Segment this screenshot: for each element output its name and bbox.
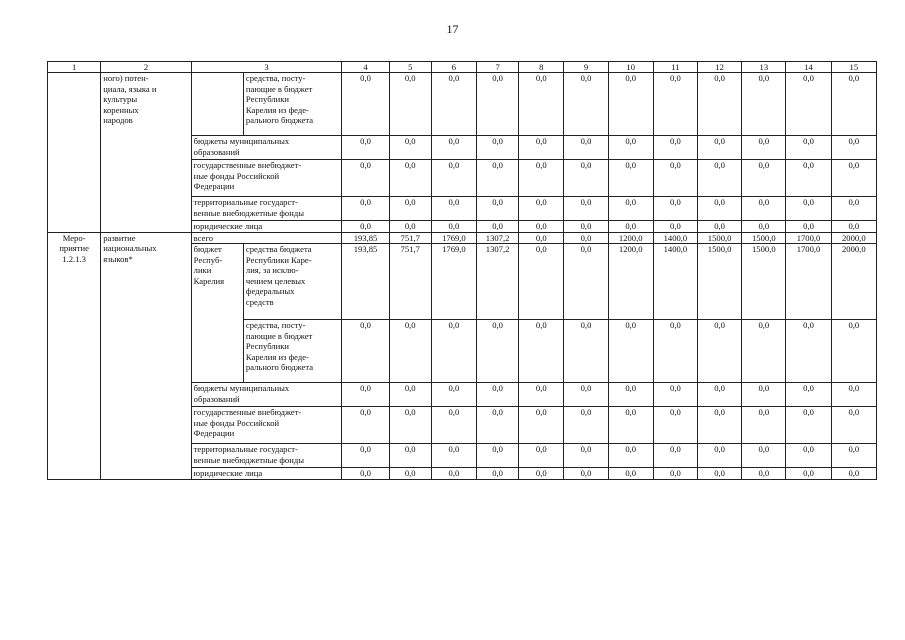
value-cell: 0,0 bbox=[742, 407, 786, 444]
value-cell: 0,0 bbox=[431, 221, 476, 233]
value-cell: 0,0 bbox=[653, 468, 697, 480]
value-cell: 0,0 bbox=[519, 136, 564, 160]
value-cell: 0,0 bbox=[608, 444, 653, 468]
funding-source-label: средства, посту- пающие в бюджет Республики Карелия из феде- рального бюджета bbox=[243, 73, 341, 136]
value-cell: 0,0 bbox=[389, 468, 431, 480]
funding-source-label: государственные внебюджет- ные фонды Российской Федерации bbox=[191, 407, 342, 444]
value-cell: 0,0 bbox=[389, 320, 431, 383]
value-cell: 0,0 bbox=[477, 383, 519, 407]
value-cell: 0,0 bbox=[431, 468, 476, 480]
value-cell: 0,0 bbox=[653, 136, 697, 160]
value-cell: 0,0 bbox=[342, 407, 389, 444]
value-cell: 0,0 bbox=[519, 244, 564, 320]
funding-source-label: средства бюджета Республики Каре- лия, за исклю- чением целевых федеральных средств bbox=[243, 244, 341, 320]
value-cell: 0,0 bbox=[342, 320, 389, 383]
budget-table-body bbox=[48, 62, 877, 480]
value-cell: 0,0 bbox=[786, 444, 831, 468]
value-cell: 0,0 bbox=[342, 468, 389, 480]
value-cell: 0,0 bbox=[786, 468, 831, 480]
value-cell: 0,0 bbox=[831, 160, 876, 197]
value-cell: 2000,0 bbox=[831, 244, 876, 320]
value-cell: 0,0 bbox=[698, 468, 742, 480]
value-cell: 0,0 bbox=[564, 444, 608, 468]
funding-source-label: бюджеты муниципальных образований bbox=[191, 383, 342, 407]
value-cell: 1500,0 bbox=[698, 244, 742, 320]
value-cell: 0,0 bbox=[342, 136, 389, 160]
value-cell: 0,0 bbox=[519, 232, 564, 244]
value-cell: 0,0 bbox=[519, 320, 564, 383]
value-cell: 1500,0 bbox=[742, 244, 786, 320]
value-cell: 0,0 bbox=[342, 221, 389, 233]
value-cell: 0,0 bbox=[608, 407, 653, 444]
value-cell: 1400,0 bbox=[653, 244, 697, 320]
column-number-row bbox=[48, 62, 877, 73]
value-cell: 0,0 bbox=[564, 232, 608, 244]
value-cell: 751,7 bbox=[389, 244, 431, 320]
value-cell: 0,0 bbox=[608, 136, 653, 160]
header-cell: 12 bbox=[698, 62, 742, 73]
funding-source-label: средства, посту- пающие в бюджет Республики Карелия из феде- рального бюджета bbox=[243, 320, 341, 383]
value-cell: 0,0 bbox=[477, 468, 519, 480]
value-cell: 2000,0 bbox=[831, 232, 876, 244]
value-cell: 0,0 bbox=[608, 160, 653, 197]
funding-source-label: территориальные государст- венные внебюджетные фонды bbox=[191, 444, 342, 468]
value-cell: 0,0 bbox=[431, 444, 476, 468]
budget-table bbox=[47, 61, 877, 480]
header-cell: 14 bbox=[786, 62, 831, 73]
funding-source-label: государственные внебюджет- ные фонды Российской Федерации bbox=[191, 160, 342, 197]
value-cell: 0,0 bbox=[831, 221, 876, 233]
value-cell: 0,0 bbox=[431, 136, 476, 160]
value-cell: 1500,0 bbox=[698, 232, 742, 244]
value-cell: 0,0 bbox=[786, 320, 831, 383]
value-cell: 0,0 bbox=[389, 407, 431, 444]
value-cell: 0,0 bbox=[564, 73, 608, 136]
value-cell: 0,0 bbox=[831, 383, 876, 407]
value-cell: 0,0 bbox=[653, 221, 697, 233]
value-cell: 1400,0 bbox=[653, 232, 697, 244]
value-cell: 0,0 bbox=[519, 407, 564, 444]
value-cell: 0,0 bbox=[342, 73, 389, 136]
budget-group-cell bbox=[191, 73, 243, 136]
value-cell: 0,0 bbox=[786, 73, 831, 136]
activity-name-cell: ного) потен- циала, языка и культуры коренных народов bbox=[101, 73, 191, 233]
page-number: 17 bbox=[446, 22, 459, 36]
value-cell: 0,0 bbox=[698, 221, 742, 233]
value-cell: 0,0 bbox=[342, 444, 389, 468]
value-cell: 0,0 bbox=[389, 383, 431, 407]
value-cell: 0,0 bbox=[477, 320, 519, 383]
value-cell: 0,0 bbox=[608, 221, 653, 233]
value-cell: 0,0 bbox=[831, 136, 876, 160]
value-cell: 0,0 bbox=[519, 197, 564, 221]
value-cell: 0,0 bbox=[653, 197, 697, 221]
value-cell: 0,0 bbox=[519, 468, 564, 480]
header-cell: 6 bbox=[431, 62, 476, 73]
value-cell: 0,0 bbox=[698, 444, 742, 468]
value-cell: 0,0 bbox=[519, 383, 564, 407]
value-cell: 751,7 bbox=[389, 232, 431, 244]
value-cell: 193,85 bbox=[342, 232, 389, 244]
value-cell: 0,0 bbox=[831, 468, 876, 480]
value-cell: 0,0 bbox=[431, 320, 476, 383]
value-cell: 0,0 bbox=[653, 320, 697, 383]
value-cell: 0,0 bbox=[564, 244, 608, 320]
header-cell: 3 bbox=[191, 62, 342, 73]
value-cell: 1200,0 bbox=[608, 232, 653, 244]
value-cell: 0,0 bbox=[519, 444, 564, 468]
value-cell: 0,0 bbox=[831, 407, 876, 444]
value-cell: 0,0 bbox=[389, 160, 431, 197]
header-cell: 9 bbox=[564, 62, 608, 73]
value-cell: 0,0 bbox=[653, 73, 697, 136]
value-cell: 0,0 bbox=[564, 197, 608, 221]
value-cell: 0,0 bbox=[608, 73, 653, 136]
header-cell: 2 bbox=[101, 62, 191, 73]
header-cell: 15 bbox=[831, 62, 876, 73]
value-cell: 1769,0 bbox=[431, 244, 476, 320]
value-cell: 0,0 bbox=[342, 383, 389, 407]
header-cell: 1 bbox=[48, 62, 101, 73]
activity-code-cell bbox=[48, 73, 101, 233]
funding-source-label: всего bbox=[191, 232, 342, 244]
value-cell: 1307,2 bbox=[477, 232, 519, 244]
funding-source-label: бюджеты муниципальных образований bbox=[191, 136, 342, 160]
value-cell: 0,0 bbox=[477, 73, 519, 136]
value-cell: 0,0 bbox=[742, 197, 786, 221]
value-cell: 193,85 bbox=[342, 244, 389, 320]
value-cell: 0,0 bbox=[389, 73, 431, 136]
value-cell: 0,0 bbox=[389, 444, 431, 468]
value-cell: 0,0 bbox=[698, 320, 742, 383]
activity-code-cell: Меро- приятие 1.2.1.3 bbox=[48, 232, 101, 480]
value-cell: 0,0 bbox=[519, 73, 564, 136]
value-cell: 0,0 bbox=[477, 444, 519, 468]
value-cell: 0,0 bbox=[342, 160, 389, 197]
value-cell: 0,0 bbox=[389, 136, 431, 160]
value-cell: 0,0 bbox=[564, 136, 608, 160]
value-cell: 0,0 bbox=[742, 444, 786, 468]
value-cell: 0,0 bbox=[786, 221, 831, 233]
value-cell: 0,0 bbox=[519, 160, 564, 197]
value-cell: 0,0 bbox=[786, 383, 831, 407]
value-cell: 0,0 bbox=[389, 221, 431, 233]
funding-source-label: территориальные государст- венные внебюджетные фонды bbox=[191, 197, 342, 221]
value-cell: 0,0 bbox=[698, 197, 742, 221]
value-cell: 0,0 bbox=[477, 136, 519, 160]
value-cell: 1500,0 bbox=[742, 232, 786, 244]
value-cell: 0,0 bbox=[698, 160, 742, 197]
value-cell: 0,0 bbox=[431, 197, 476, 221]
value-cell: 0,0 bbox=[786, 197, 831, 221]
value-cell: 0,0 bbox=[831, 73, 876, 136]
table-row bbox=[48, 73, 877, 136]
value-cell: 0,0 bbox=[431, 407, 476, 444]
header-cell: 11 bbox=[653, 62, 697, 73]
value-cell: 0,0 bbox=[564, 383, 608, 407]
value-cell: 0,0 bbox=[608, 320, 653, 383]
value-cell: 0,0 bbox=[698, 407, 742, 444]
header-cell: 7 bbox=[477, 62, 519, 73]
budget-group-cell: бюджет Респуб- лики Карелия bbox=[191, 244, 243, 383]
value-cell: 0,0 bbox=[431, 160, 476, 197]
value-cell: 0,0 bbox=[608, 468, 653, 480]
value-cell: 0,0 bbox=[698, 136, 742, 160]
value-cell: 0,0 bbox=[698, 73, 742, 136]
value-cell: 0,0 bbox=[564, 320, 608, 383]
value-cell: 0,0 bbox=[831, 320, 876, 383]
value-cell: 0,0 bbox=[477, 160, 519, 197]
value-cell: 0,0 bbox=[519, 221, 564, 233]
value-cell: 0,0 bbox=[564, 468, 608, 480]
funding-source-label: юридические лица bbox=[191, 468, 342, 480]
value-cell: 0,0 bbox=[698, 383, 742, 407]
value-cell: 0,0 bbox=[786, 136, 831, 160]
header-cell: 13 bbox=[742, 62, 786, 73]
value-cell: 1200,0 bbox=[608, 244, 653, 320]
value-cell: 0,0 bbox=[831, 444, 876, 468]
value-cell: 1769,0 bbox=[431, 232, 476, 244]
value-cell: 0,0 bbox=[653, 383, 697, 407]
value-cell: 0,0 bbox=[477, 407, 519, 444]
value-cell: 0,0 bbox=[653, 444, 697, 468]
header-cell: 5 bbox=[389, 62, 431, 73]
value-cell: 0,0 bbox=[564, 160, 608, 197]
value-cell: 0,0 bbox=[742, 136, 786, 160]
value-cell: 0,0 bbox=[831, 197, 876, 221]
header-cell: 4 bbox=[342, 62, 389, 73]
value-cell: 0,0 bbox=[742, 73, 786, 136]
value-cell: 1700,0 bbox=[786, 232, 831, 244]
value-cell: 0,0 bbox=[786, 160, 831, 197]
value-cell: 0,0 bbox=[608, 383, 653, 407]
activity-name-cell: развитие национальных языков* bbox=[101, 232, 191, 480]
value-cell: 0,0 bbox=[477, 221, 519, 233]
value-cell: 0,0 bbox=[786, 407, 831, 444]
value-cell: 0,0 bbox=[431, 73, 476, 136]
value-cell: 0,0 bbox=[742, 468, 786, 480]
value-cell: 1700,0 bbox=[786, 244, 831, 320]
value-cell: 0,0 bbox=[389, 197, 431, 221]
value-cell: 0,0 bbox=[431, 383, 476, 407]
value-cell: 0,0 bbox=[742, 221, 786, 233]
value-cell: 0,0 bbox=[653, 160, 697, 197]
value-cell: 0,0 bbox=[742, 320, 786, 383]
value-cell: 0,0 bbox=[742, 383, 786, 407]
value-cell: 0,0 bbox=[342, 197, 389, 221]
value-cell: 0,0 bbox=[564, 221, 608, 233]
header-cell: 10 bbox=[608, 62, 653, 73]
value-cell: 1307,2 bbox=[477, 244, 519, 320]
value-cell: 0,0 bbox=[742, 160, 786, 197]
value-cell: 0,0 bbox=[608, 197, 653, 221]
value-cell: 0,0 bbox=[653, 407, 697, 444]
value-cell: 0,0 bbox=[477, 197, 519, 221]
table-row bbox=[48, 232, 877, 244]
funding-source-label: юридические лица bbox=[191, 221, 342, 233]
header-cell: 8 bbox=[519, 62, 564, 73]
value-cell: 0,0 bbox=[564, 407, 608, 444]
